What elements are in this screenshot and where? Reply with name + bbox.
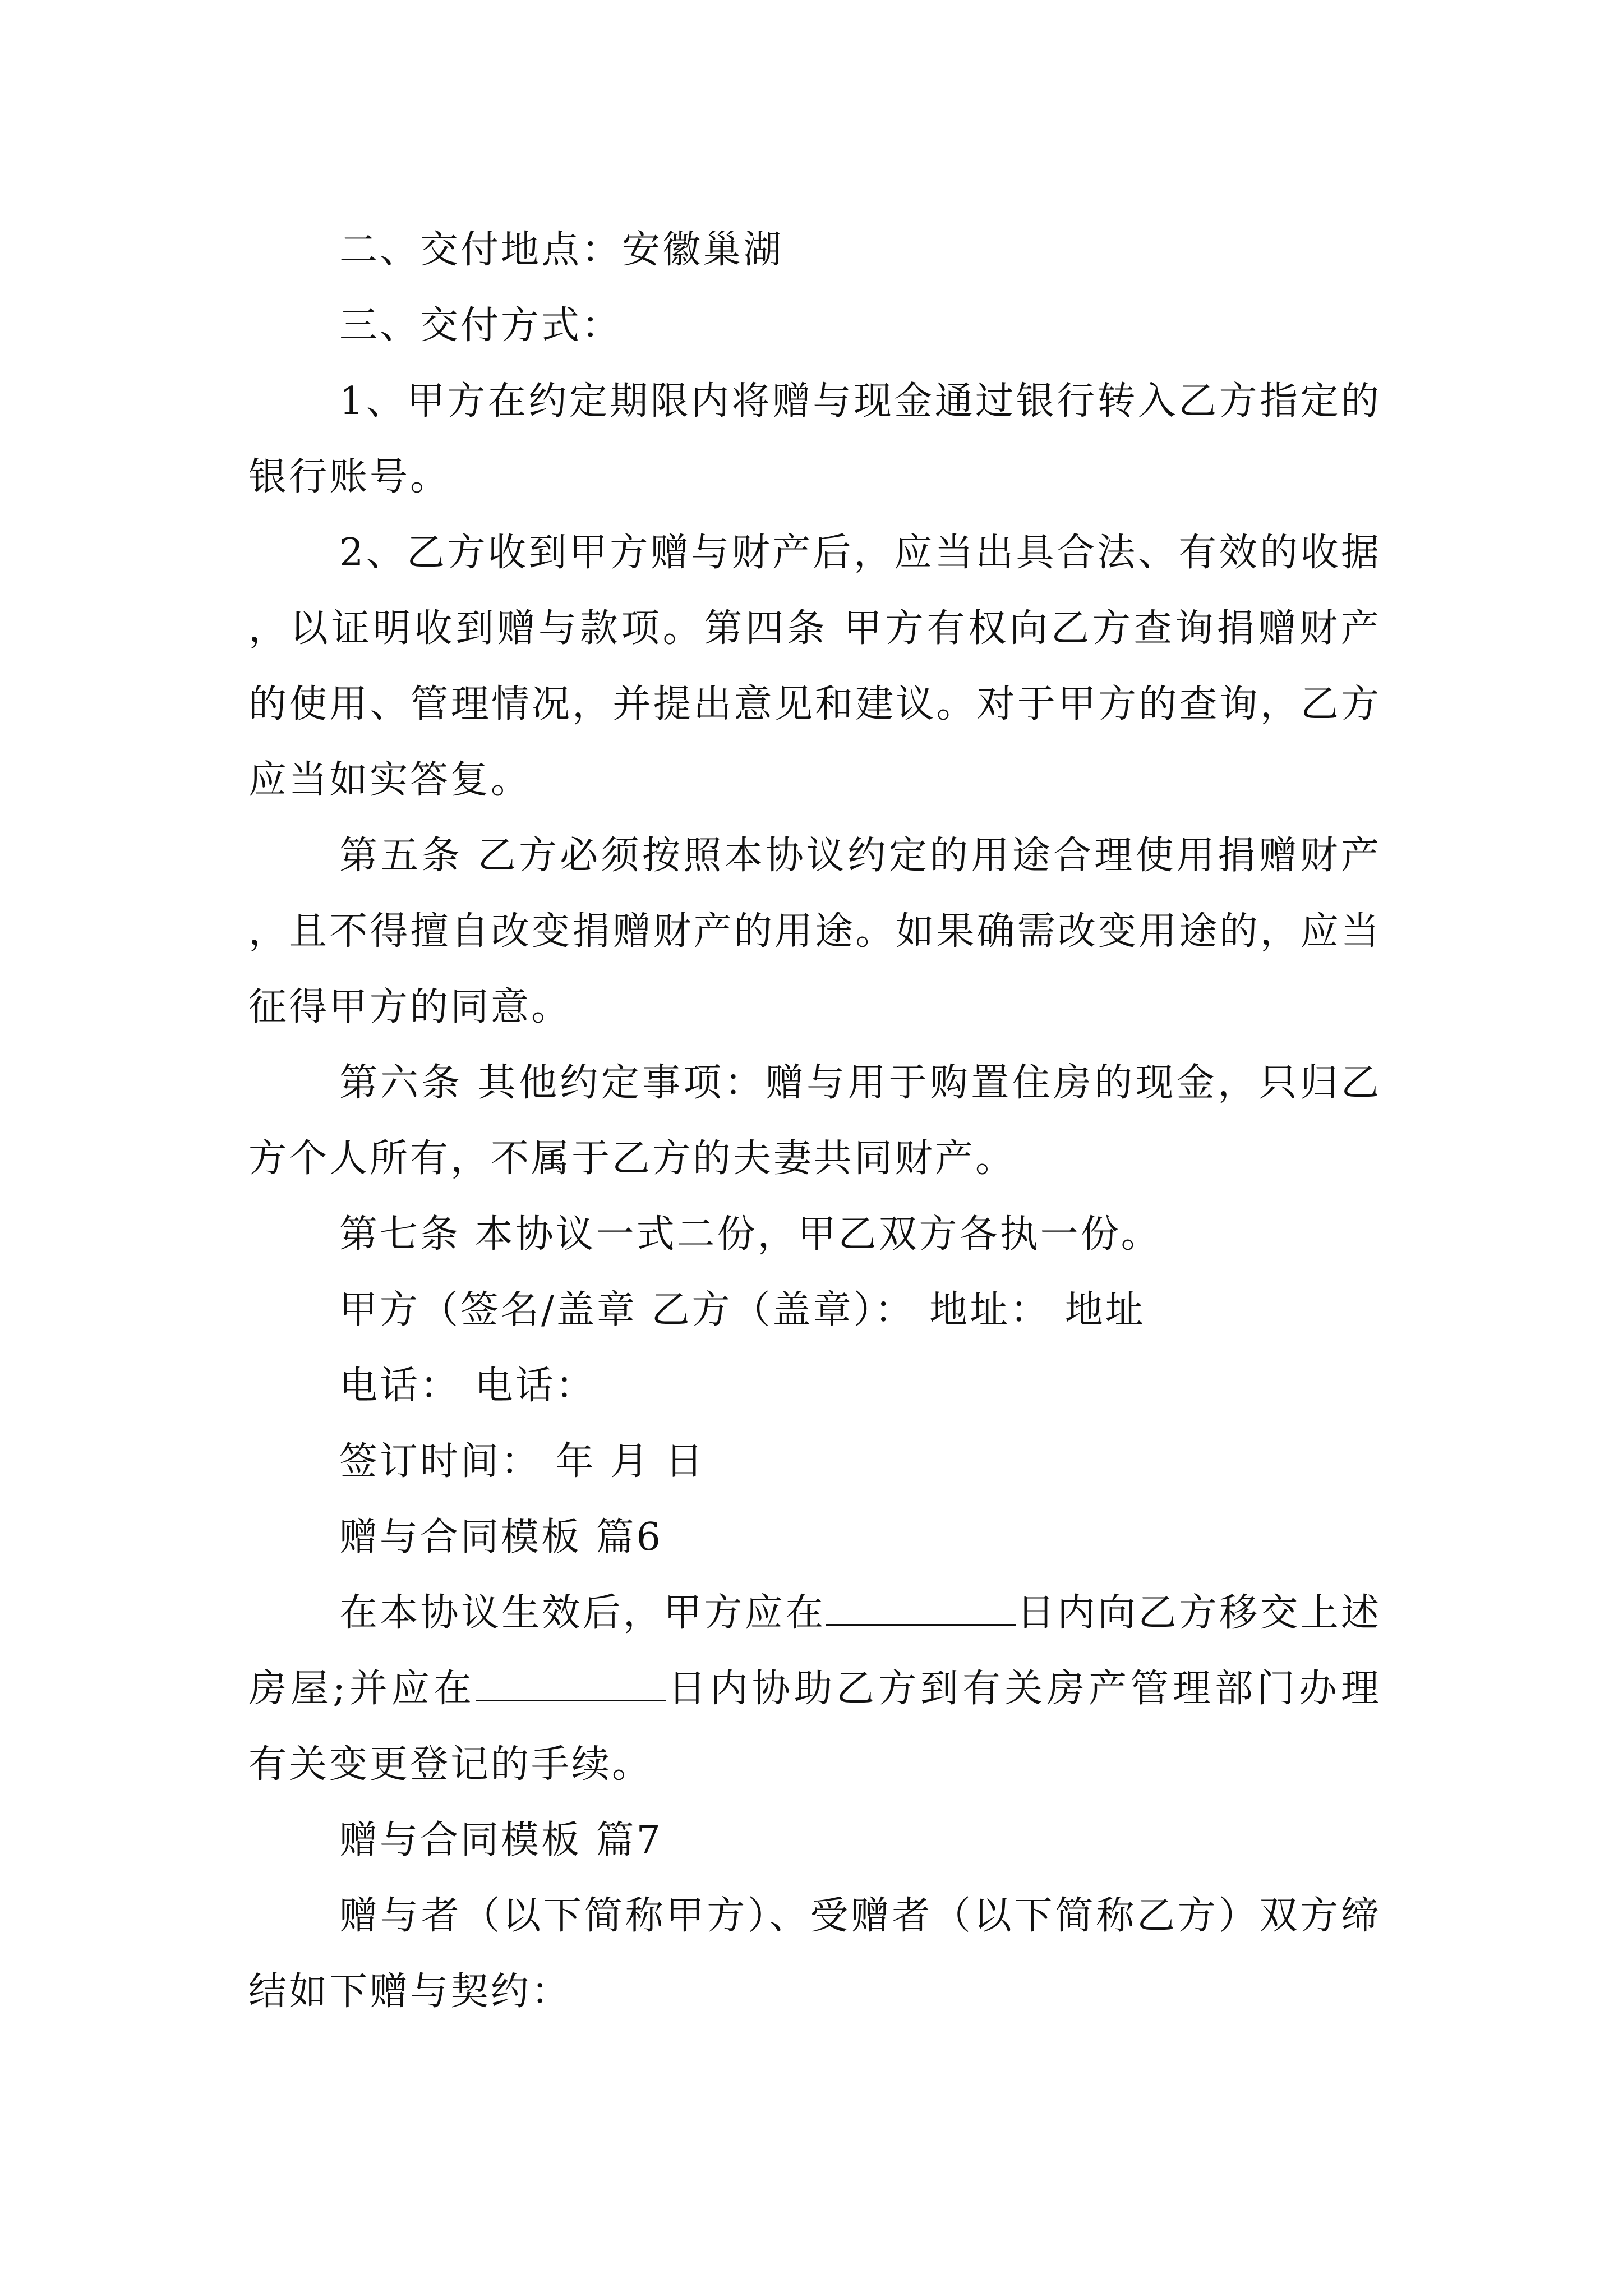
article-7: 第七条 本协议一式二份，甲乙双方各执一份。 [339, 1212, 1161, 1257]
template-heading-7: 赠与合同模板 篇7 [339, 1818, 663, 1862]
blank-days-1 [826, 1590, 1016, 1626]
template-heading-6: 赠与合同模板 篇6 [339, 1515, 663, 1559]
delivery-method-item-2: 2、乙方收到甲方赠与财产后，应当出具合法、有效的收据，以证明收到赠与款项。第四条 甲方有权向乙方查询捐赠财产的使用、管理情况，并提出意见和建议。对于甲方的查询，乙方应当如实答复。 [248, 531, 1381, 802]
delivery-method-heading: 三、交付方式： [339, 303, 623, 348]
blank-days-2 [476, 1666, 666, 1701]
delivery-location: 二、交付地点：安徽巢湖 [339, 228, 784, 272]
house-transfer-clause [248, 1575, 1381, 1802]
signing-date-line: 签订时间： 年 月 日 [339, 1439, 706, 1484]
article-5: 第五条 乙方必须按照本协议约定的用途合理使用捐赠财产，且不得擅自改变捐赠财产的用途。如果确需改变用途的，应当征得甲方的同意。 [248, 834, 1381, 1029]
article-6: 第六条 其他约定事项：赠与用于购置住房的现金，只归乙方个人所有，不属于乙方的夫妻共同财产。 [248, 1061, 1381, 1181]
parties-intro: 赠与者（以下简称甲方）、受赠者（以下简称乙方）双方缔结如下赠与契约： [248, 1894, 1381, 2014]
clause-text-part-2: 日内向乙方移交上述房屋;并应在 [248, 1591, 1381, 1711]
clause-text-part-1: 在本协议生效后，甲方应在 [339, 1591, 826, 1635]
clause-text-part-3: 日内协助乙方到有关房产管理部门办理有关变更登记的手续。 [248, 1667, 1381, 1787]
document-body [248, 212, 1381, 2030]
phone-line: 电话： 电话： [339, 1364, 596, 1408]
delivery-method-item-1: 1、甲方在约定期限内将赠与现金通过银行转入乙方指定的银行账号。 [248, 379, 1381, 499]
signature-line: 甲方（签名/盖章 乙方（盖章）： 地址： 地址 [339, 1288, 1146, 1332]
